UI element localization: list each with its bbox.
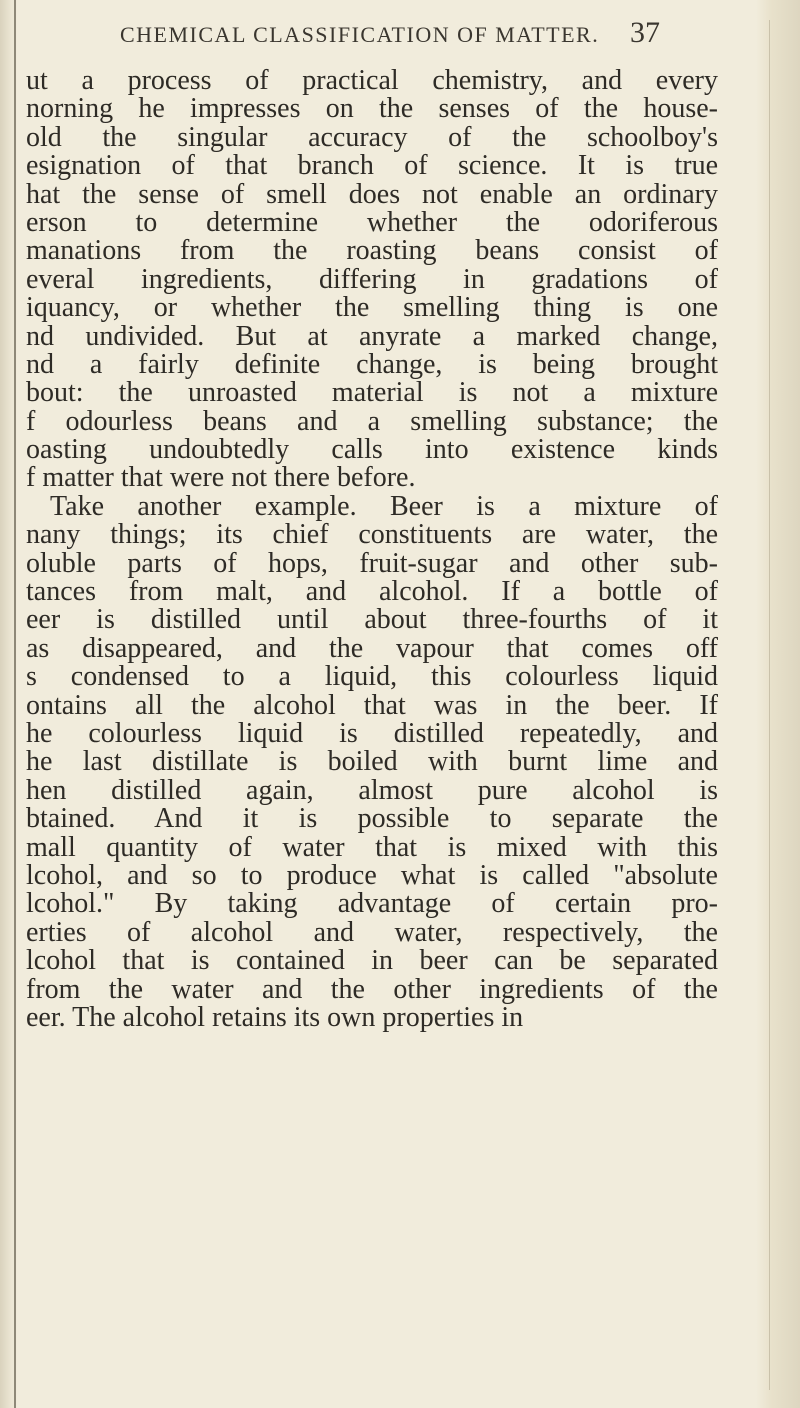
text-line: lcohol, and so to produce what is called "absolute [26, 859, 718, 891]
running-head [120, 12, 660, 52]
text-line: ontains all the alcohol that was in the beer. If [26, 689, 718, 721]
text-line: hen distilled again, almost pure alcohol is [26, 774, 718, 806]
text-line: he last distillate is boiled with burnt lime and [26, 746, 718, 778]
text-line: Take another example. Beer is a mixture of [50, 490, 718, 522]
text-line: oasting undoubtedly calls into existence kinds [26, 434, 718, 466]
text-line: btained. And it is possible to separate the [26, 803, 718, 835]
text-line: ut a process of practical chemistry, and every [26, 65, 718, 96]
text-line: hat the sense of smell does not enable an ordinary [26, 178, 718, 210]
text-line: everal ingredients, differing in gradations of [26, 263, 718, 295]
text-line: he colourless liquid is distilled repeatedly, and [26, 717, 718, 749]
body-text [26, 67, 718, 1032]
text-line: erson to determine whether the odoriferous [26, 206, 718, 238]
page-number: 37 [630, 16, 660, 49]
text-line: old the singular accuracy of the schoolboy's [26, 121, 718, 153]
text-line: erties of alcohol and water, respectively, the [26, 916, 718, 948]
binding-edge-line [14, 0, 16, 1408]
text-line: oluble parts of hops, fruit-sugar and other sub- [26, 547, 718, 579]
text-line: mall quantity of water that is mixed with this [26, 831, 718, 863]
text-line: nd a fairly definite change, is being brought [26, 348, 718, 380]
text-line: manations from the roasting beans consist of [26, 235, 718, 267]
text-line: f matter that were not there before. [26, 462, 416, 494]
running-title: CHEMICAL CLASSIFICATION OF MATTER. [120, 22, 600, 47]
text-line: lcohol." By taking advantage of certain pro- [26, 888, 718, 920]
text-line: eer is distilled until about three-fourths of it [26, 604, 718, 636]
text-line: eer. The alcohol retains its own properties in [26, 1001, 524, 1033]
text-line: nany things; its chief constituents are water, the [26, 519, 718, 551]
text-line: s condensed to a liquid, this colourless liquid [26, 661, 718, 693]
text-line: bout: the unroasted material is not a mixture [26, 377, 718, 409]
text-line: as disappeared, and the vapour that comes off [26, 632, 718, 664]
adjacent-page-edge-line [769, 20, 770, 1390]
text-line: esignation of that branch of science. It is true [26, 150, 718, 182]
text-line: tances from malt, and alcohol. If a bottle of [26, 576, 718, 608]
text-line: f odourless beans and a smelling substance; the [26, 405, 718, 437]
paragraph-1 [26, 67, 718, 493]
text-line: nd undivided. But at anyrate a marked change, [26, 320, 718, 352]
adjacent-page-edge [756, 0, 800, 1408]
text-line: norning he impresses on the senses of the house- [26, 93, 718, 125]
text-line: lcohol that is contained in beer can be separated [26, 945, 718, 977]
text-line: iquancy, or whether the smelling thing is one [26, 292, 718, 324]
paragraph-2 [26, 490, 718, 1033]
text-line: from the water and the other ingredients of the [26, 973, 718, 1005]
